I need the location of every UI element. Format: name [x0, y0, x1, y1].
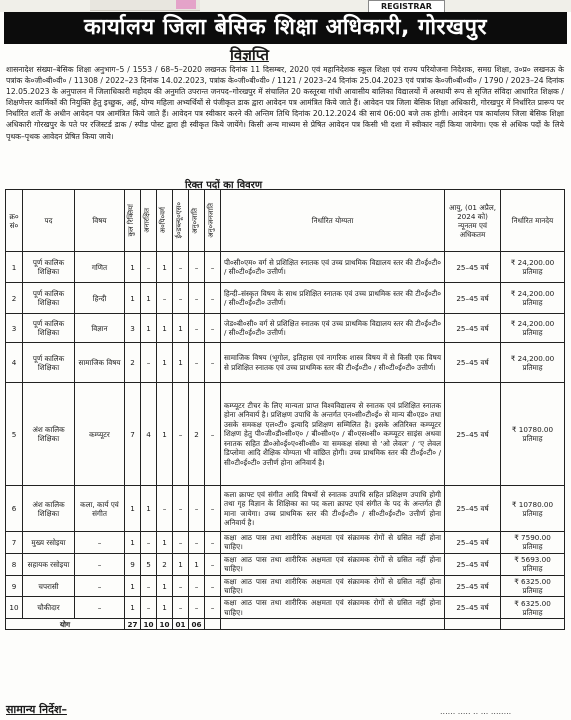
col-post: पद: [23, 190, 75, 252]
cell-honorarium: [501, 343, 565, 383]
cell-ews: 1: [173, 314, 189, 343]
cell-subject: –: [75, 532, 125, 554]
header-badge: [90, 0, 200, 11]
vacancy-table: [5, 189, 565, 630]
cell-age: 25–45 वर्ष: [445, 383, 501, 486]
cell-st: –: [205, 553, 221, 575]
cell-st: –: [205, 575, 221, 597]
cell-unreserved: –: [141, 532, 157, 554]
cell-age: 25–45 वर्ष: [445, 343, 501, 383]
table-row: [6, 575, 565, 597]
cell-sc: 2: [189, 383, 205, 486]
cell-age: 25–45 वर्ष: [445, 575, 501, 597]
col-obc-cell: [157, 190, 173, 252]
cell-sc: –: [189, 486, 205, 532]
cell-st: –: [205, 283, 221, 314]
cell-total: 1: [125, 252, 141, 283]
cell-obc: 2: [157, 553, 173, 575]
totals-unreserved: 10: [141, 619, 157, 630]
cell-post: अंश कालिक शिक्षिका: [23, 486, 75, 532]
general-instructions-heading: सामान्य निर्देश–: [6, 703, 67, 716]
honorarium-unit: प्रतिमाह: [522, 362, 543, 372]
cell-ews: –: [173, 597, 189, 619]
cell-subject: गणित: [75, 252, 125, 283]
table-row: [6, 252, 565, 283]
cell-obc: 1: [157, 343, 173, 383]
cell-qualification: कक्षा आठ पास तथा शारीरिक अक्षमता एवं संक्रामक रोगों से ग्रसित नहीं होना चाहिए।: [221, 532, 445, 554]
cell-obc: 1: [157, 383, 173, 486]
cell-post: पूर्ण कालिक शिक्षिका: [23, 343, 75, 383]
cell-obc: 1: [157, 532, 173, 554]
col-subject: विषय: [75, 190, 125, 252]
intro-paragraph: शासनादेश संख्या–बेसिक शिक्षा अनुभाग–5 / 1553 / 68–5–2020 लखनऊ दिनांक 11 दिसम्बर, 2020 एवं महानिदेशक स्कूल शिक्षा एवं राज्य परियोजना निदेशक, समग्र शिक्षा, उ०प्र० लखनऊ के पत्रांक के०जी०बी०वी० / 11308 / 2022–23 दिनांक 14.02.2023, पत्रांक के०जी०बी०वी० / 1121 / 2023–24 दिनांक 25.04.2023 एवं पत्रांक के०जी०बी०वी० / 1790 / 2023–24 दिनांक 12.05.2023 के अनुपालन में जिलाधिकारी महोदय की अनुमति उपरान्त जनपद–गोरखपुर में संचालित 20 कस्तूरबा गांधी आवासीय बालिका विद्यालयों में अस्थायी रूप से सृजित संविदा आधारित शिक्षक / शिक्षणेत्तर कार्मिकों की नियुक्ति हेतु इच्छुक, अर्ह, योग्य महिला अभ्यर्थियों से पंजीकृत डाक द्वारा आवेदन पत्र आमंत्रित किये जाते हैं। आवेदन पत्र जिला बेसिक शिक्षा अधिकारी, गोरखपुर में निर्धारित प्रारूप पर निर्धारित शर्तों के अधीन आवेदन पत्र आमंत्रित किये जाते हैं। आवेदन पत्र स्वीकार करने की अन्तिम तिथि दिनांक 20.12.2024 की सायं 06:00 बजे तक होगी। आवेदन पत्र कार्यालय जिला बेसिक शिक्षा अधिकारी गोरखपुर के पते पर रजिस्टर्ड डाक / स्पीड पोस्ट द्वारा ही स्वीकृत किये जायेंगे। किसी अन्य माध्यम से प्रेषित आवेदन पत्र किसी भी दशा में स्वीकार नहीं किया जायेगा। एक से अधिक पदों के लिये पृथक–पृथक आवेदन प्रेषित किया जाये।: [6, 65, 564, 141]
cell-qualification: कला क्राफ्ट एवं संगीत आदि विषयों से स्नातक उपाधि सहित प्रशिक्षण उपाधि होगी तथा गृह विज्ञान के शिक्षिका का पद कला क्राफ्ट एवं संगीत के पद के अन्तर्गत ही माना जायेगा। उच्च प्राथमिक स्तर की टी०ई०टी० / सी०टी०ई०टी० उत्तीर्ण होना अनिवार्य है।: [221, 486, 445, 532]
cell-sc: –: [189, 343, 205, 383]
col-st-cell: [205, 190, 221, 252]
cell-sc: 1: [189, 553, 205, 575]
col-st: अनु०जनजाति: [207, 203, 215, 238]
table-row: [6, 553, 565, 575]
cell-sc: –: [189, 252, 205, 283]
col-total-cell: [125, 190, 141, 252]
cell-age: 25–45 वर्ष: [445, 283, 501, 314]
cell-sno: 2: [6, 283, 23, 314]
table-row: [6, 532, 565, 554]
cell-subject: सामाजिक विषय: [75, 343, 125, 383]
honorarium-amount: ₹ 24,200.00: [510, 319, 555, 328]
cell-qualification: कम्प्यूटर टीचर के लिए मान्यता प्राप्त विश्वविद्यालय से स्नातक एवं प्रशिक्षित स्नातक होना अनिवार्य है। प्रशिक्षण उपाधि के अन्तर्गत एन०सी०टी०ई० से मान्य बी०एड० तथा उसके समकक्ष एल०टी० इत्यादि प्रशिक्षण सम्मिलित है। इसके अतिरिक्त कम्प्यूटर शिक्षण हेतु पी०जी०डी०सी०ए० / बी०सी०ए० / बी०एस०सी० कम्प्यूटर साइंस अथवा स्नातक सहित डी०ओ०ई०ए०सी०सी० या समकक्ष संस्था से ‘ओ लेवल’ / ‘ए लेवल डिप्लोमा आदि शैक्षिक योग्यता भी वांछित होगी। उच्च प्राथमिक स्तर की टी०ई०टी० / सी०टी०ई०टी० उत्तीर्ण होना अनिवार्य है।: [221, 383, 445, 486]
table-row: [6, 283, 565, 314]
cell-sno: 9: [6, 575, 23, 597]
honorarium-amount: ₹ 6325.00: [514, 598, 551, 608]
top-strip: [0, 0, 571, 12]
cell-obc: 1: [157, 597, 173, 619]
honorarium-unit: प्रतिमाह: [522, 586, 543, 596]
totals-blank: [501, 619, 565, 630]
cell-sno: 5: [6, 383, 23, 486]
cell-qualification: सामाजिक विषय (भूगोल, इतिहास एवं नागरिक शास्त्र विषय में से किसी एक विषय से प्रशिक्षित स्नातक एवं उच्च प्राथमिक स्तर की टी०ई०टी० / सी०टी०ई०टी० उत्तीर्ण।: [221, 343, 445, 383]
cell-honorarium: [501, 314, 565, 343]
col-qualification: निर्धारित योग्यता: [221, 190, 445, 252]
cell-total: 2: [125, 343, 141, 383]
cell-ews: 1: [173, 343, 189, 383]
col-ews-cell: [173, 190, 189, 252]
cell-post: अंश कालिक शिक्षिका: [23, 383, 75, 486]
col-unreserved: अनारक्षित: [143, 208, 151, 233]
cell-post: पूर्ण कालिक शिक्षिका: [23, 283, 75, 314]
cell-subject: कला, कार्य एवं संगीत: [75, 486, 125, 532]
cell-qualification: हिन्दी–संस्कृत विषय के साथ प्रशिक्षित स्नातक एवं उच्च प्राथमिक स्तर की टी०ई०टी० / सी०टी०ई०टी० उत्तीर्ण।: [221, 283, 445, 314]
cell-sno: 8: [6, 553, 23, 575]
cell-sc: –: [189, 314, 205, 343]
honorarium-amount: ₹ 6325.00: [514, 577, 551, 587]
table-row: [6, 486, 565, 532]
cell-honorarium: [501, 553, 565, 575]
cell-unreserved: 5: [141, 553, 157, 575]
honorarium-amount: ₹ 24,200.00: [510, 289, 555, 298]
honorarium-unit: प्रतिमाह: [522, 434, 543, 443]
cell-ews: –: [173, 486, 189, 532]
honorarium-unit: प्रतिमाह: [522, 607, 543, 617]
cell-honorarium: [501, 252, 565, 283]
cell-st: –: [205, 597, 221, 619]
table-row: [6, 314, 565, 343]
cell-unreserved: 1: [141, 486, 157, 532]
cell-subject: कम्प्यूटर: [75, 383, 125, 486]
cell-sno: 7: [6, 532, 23, 554]
cell-honorarium: [501, 597, 565, 619]
col-sc-cell: [189, 190, 205, 252]
cell-unreserved: –: [141, 252, 157, 283]
honorarium-amount: ₹ 7590.00: [514, 533, 551, 543]
cell-post: सहायक रसोइया: [23, 553, 75, 575]
honorarium-amount: ₹ 24,200.00: [510, 258, 555, 267]
cell-age: 25–45 वर्ष: [445, 553, 501, 575]
table-row: [6, 343, 565, 383]
cell-unreserved: 4: [141, 383, 157, 486]
totals-ews: 01: [173, 619, 189, 630]
totals-row: [6, 619, 565, 630]
honorarium-unit: प्रतिमाह: [522, 267, 543, 276]
cell-obc: 1: [157, 314, 173, 343]
col-age: आयु, (01 अप्रैल, 2024 को) न्यूनतम एवं अधिकतम: [445, 190, 501, 252]
cell-honorarium: [501, 283, 565, 314]
cell-unreserved: 1: [141, 314, 157, 343]
honorarium-amount: ₹ 5693.00: [514, 555, 551, 565]
cell-sc: –: [189, 532, 205, 554]
badge-mark: [176, 0, 196, 9]
cell-total: 1: [125, 532, 141, 554]
col-honorarium: निर्धारित मानदेय: [501, 190, 565, 252]
cell-subject: विज्ञान: [75, 314, 125, 343]
col-sno: क्र० सं०: [6, 190, 23, 252]
cell-unreserved: 1: [141, 283, 157, 314]
cell-sno: 1: [6, 252, 23, 283]
totals-st: [205, 619, 221, 630]
cell-st: –: [205, 252, 221, 283]
honorarium-amount: ₹ 10780.00: [511, 499, 554, 509]
cell-subject: हिन्दी: [75, 283, 125, 314]
cell-honorarium: [501, 532, 565, 554]
cell-ews: 1: [173, 553, 189, 575]
cell-post: चपरासी: [23, 575, 75, 597]
cell-qualification: पी०सी०एम० वर्ग से प्रशिक्षित स्नातक एवं उच्च प्राथमिक विद्यालय स्तर की टी०ई०टी० / सी०टी०ई०टी० उत्तीर्ण।: [221, 252, 445, 283]
cell-obc: –: [157, 486, 173, 532]
cell-total: 1: [125, 283, 141, 314]
table-header-row: [6, 190, 565, 252]
cell-ews: –: [173, 575, 189, 597]
cell-qualification: जेड०बी०सी० वर्ग से प्रशिक्षित स्नातक एवं उच्च प्राथमिक विद्यालय स्तर की टी०ई०टी० / सी०टी०ई०टी० उत्तीर्ण।: [221, 314, 445, 343]
cell-qualification: कक्षा आठ पास तथा शारीरिक अक्षमता एवं संक्रामक रोगों से ग्रसित नहीं होना चाहिए।: [221, 553, 445, 575]
honorarium-unit: प्रतिमाह: [522, 328, 543, 337]
totals-blank: [445, 619, 501, 630]
cell-unreserved: –: [141, 575, 157, 597]
totals-blank: [221, 619, 445, 630]
footer-partial-text: ...... ..... .. ... ........: [440, 707, 512, 716]
cell-qualification: कक्षा आठ पास तथा शारीरिक अक्षमता एवं संक्रामक रोगों से ग्रसित नहीं होना चाहिए।: [221, 597, 445, 619]
cell-total: 1: [125, 486, 141, 532]
cell-qualification: कक्षा आठ पास तथा शारीरिक अक्षमता एवं संक्रामक रोगों से ग्रसित नहीं होना चाहिए।: [221, 575, 445, 597]
table-row: [6, 597, 565, 619]
cell-sno: 4: [6, 343, 23, 383]
totals-obc: 10: [157, 619, 173, 630]
cell-sno: 3: [6, 314, 23, 343]
honorarium-unit: प्रतिमाह: [522, 298, 543, 307]
cell-honorarium: [501, 575, 565, 597]
cell-sno: 10: [6, 597, 23, 619]
cell-st: –: [205, 532, 221, 554]
cell-total: 9: [125, 553, 141, 575]
cell-subject: –: [75, 553, 125, 575]
table-row: [6, 383, 565, 486]
cell-ews: –: [173, 252, 189, 283]
cell-post: मुख्य रसोइया: [23, 532, 75, 554]
cell-honorarium: [501, 486, 565, 532]
cell-post: पूर्ण कालिक शिक्षिका: [23, 314, 75, 343]
cell-total: 3: [125, 314, 141, 343]
totals-sc: 06: [189, 619, 205, 630]
cell-sc: –: [189, 597, 205, 619]
cell-total: 1: [125, 597, 141, 619]
col-ews: ई०डब्ल्यू०एस०: [175, 202, 183, 239]
cell-ews: –: [173, 532, 189, 554]
table-title: रिक्त पदों का विवरण: [185, 180, 263, 191]
col-unreserved-cell: [141, 190, 157, 252]
honorarium-amount: ₹ 24,200.00: [510, 353, 555, 363]
honorarium-unit: प्रतिमाह: [522, 542, 543, 552]
cell-obc: –: [157, 283, 173, 314]
cell-post: चौकीदार: [23, 597, 75, 619]
col-total: कुल रिक्तियां: [127, 204, 135, 237]
cell-ews: –: [173, 283, 189, 314]
cell-age: 25–45 वर्ष: [445, 597, 501, 619]
cell-subject: –: [75, 575, 125, 597]
honorarium-unit: प्रतिमाह: [522, 508, 543, 518]
honorarium-amount: ₹ 10780.00: [511, 425, 554, 434]
cell-age: 25–45 वर्ष: [445, 532, 501, 554]
registrar-label: REGISTRAR: [368, 0, 445, 13]
honorarium-unit: प्रतिमाह: [522, 564, 543, 574]
cell-total: 7: [125, 383, 141, 486]
notice-title: विज्ञप्ति: [230, 46, 269, 64]
cell-st: –: [205, 486, 221, 532]
cell-obc: 1: [157, 575, 173, 597]
col-sc: अनु०जाति: [191, 207, 199, 234]
cell-sc: –: [189, 575, 205, 597]
cell-st: –: [205, 383, 221, 486]
cell-st: –: [205, 343, 221, 383]
cell-post: पूर्ण कालिक शिक्षिका: [23, 252, 75, 283]
cell-age: 25–45 वर्ष: [445, 486, 501, 532]
cell-sno: 6: [6, 486, 23, 532]
office-title: कार्यालय जिला बेसिक शिक्षा अधिकारी, गोरखपुर: [4, 12, 567, 44]
col-obc: अ०पि०वर्ग: [159, 207, 167, 234]
cell-unreserved: –: [141, 343, 157, 383]
cell-honorarium: [501, 383, 565, 486]
cell-subject: –: [75, 597, 125, 619]
cell-age: 25–45 वर्ष: [445, 252, 501, 283]
cell-sc: –: [189, 283, 205, 314]
cell-unreserved: –: [141, 597, 157, 619]
cell-total: 1: [125, 575, 141, 597]
cell-st: –: [205, 314, 221, 343]
cell-ews: –: [173, 383, 189, 486]
totals-total: 27: [125, 619, 141, 630]
totals-label: योग: [6, 619, 125, 630]
cell-obc: 1: [157, 252, 173, 283]
cell-age: 25–45 वर्ष: [445, 314, 501, 343]
